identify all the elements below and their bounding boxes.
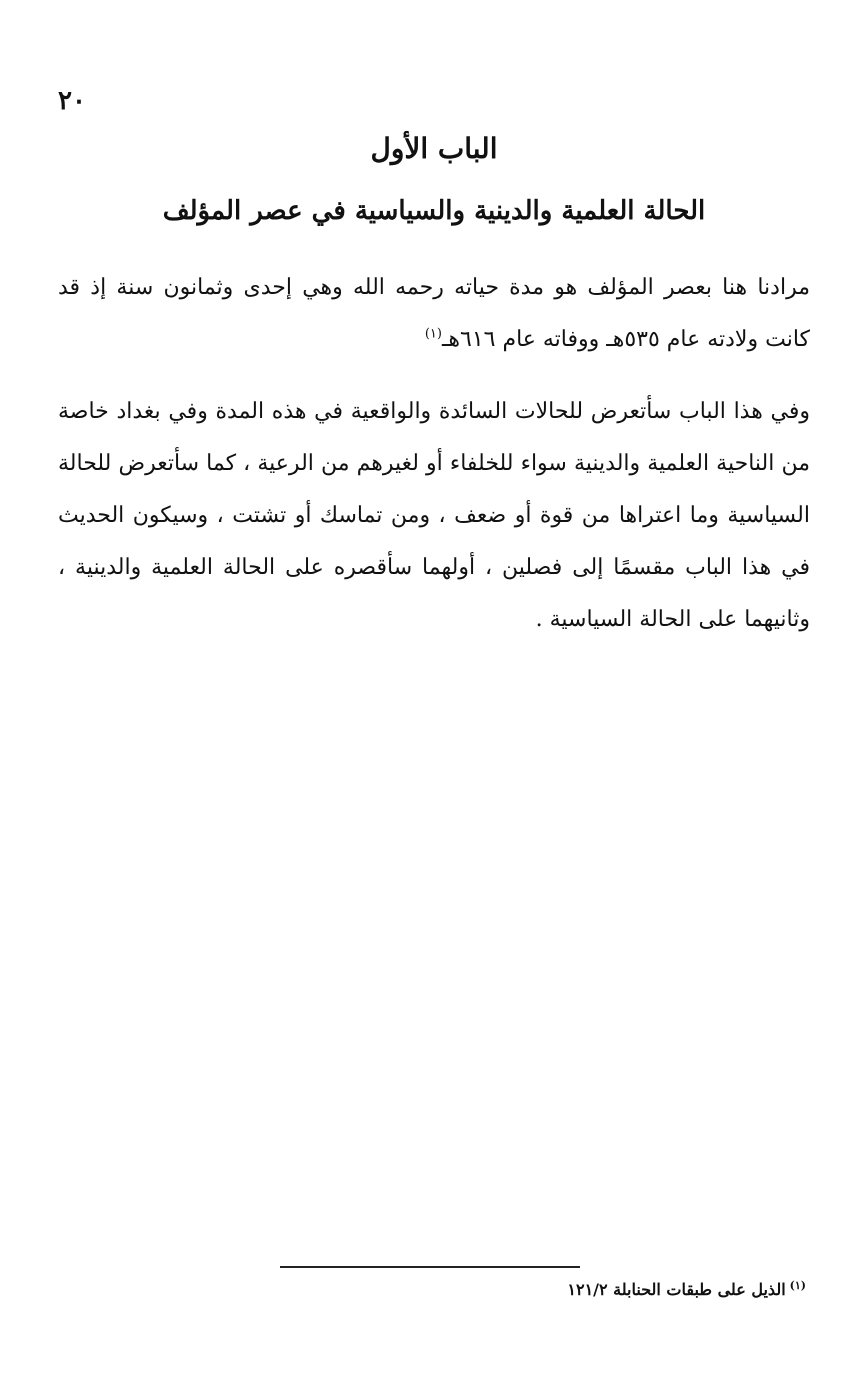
chapter-subtitle: الحالة العلمية والدينية والسياسية في عصر المؤلف [162, 196, 706, 226]
chapter-title: الباب الأول [370, 132, 498, 165]
footnote-reference[interactable]: (١) [424, 326, 442, 342]
paragraph-intro-text: مرادنا هنا بعصر المؤلف هو مدة حياته رحمه الله وهي إحدى وثمانون سنة إذ قد كانت ولادته عام ٥٣٥هـ ووفاته عام ٦١٦هـ [58, 275, 810, 352]
footnote-divider [280, 1266, 580, 1268]
footnote [58, 1280, 806, 1299]
page-number: ٢٠ [58, 86, 86, 116]
footnote-text: الذيل على طبقات الحنابلة ١٢١/٢ [567, 1280, 786, 1299]
paragraph-intro [58, 262, 810, 366]
footnote-marker: (١) [789, 1278, 806, 1292]
paragraph-chapter-plan: وفي هذا الباب سأتعرض للحالات السائدة والواقعية في هذه المدة وفي بغداد خاصة من الناحية العلمية والدينية سواء للخلفاء أو لغيرهم من الرعية ، كما سأتعرض للحالة السياسية وما اعتراها من قوة أو ضعف ، ومن تماسك أو تشتت ، وسيكون الحديث في هذا الباب مقسمًا إلى فصلين ، أولهما سأقصره على الحالة العلمية والدينية ، وثانيهما على الحالة السياسية . [58, 399, 810, 632]
